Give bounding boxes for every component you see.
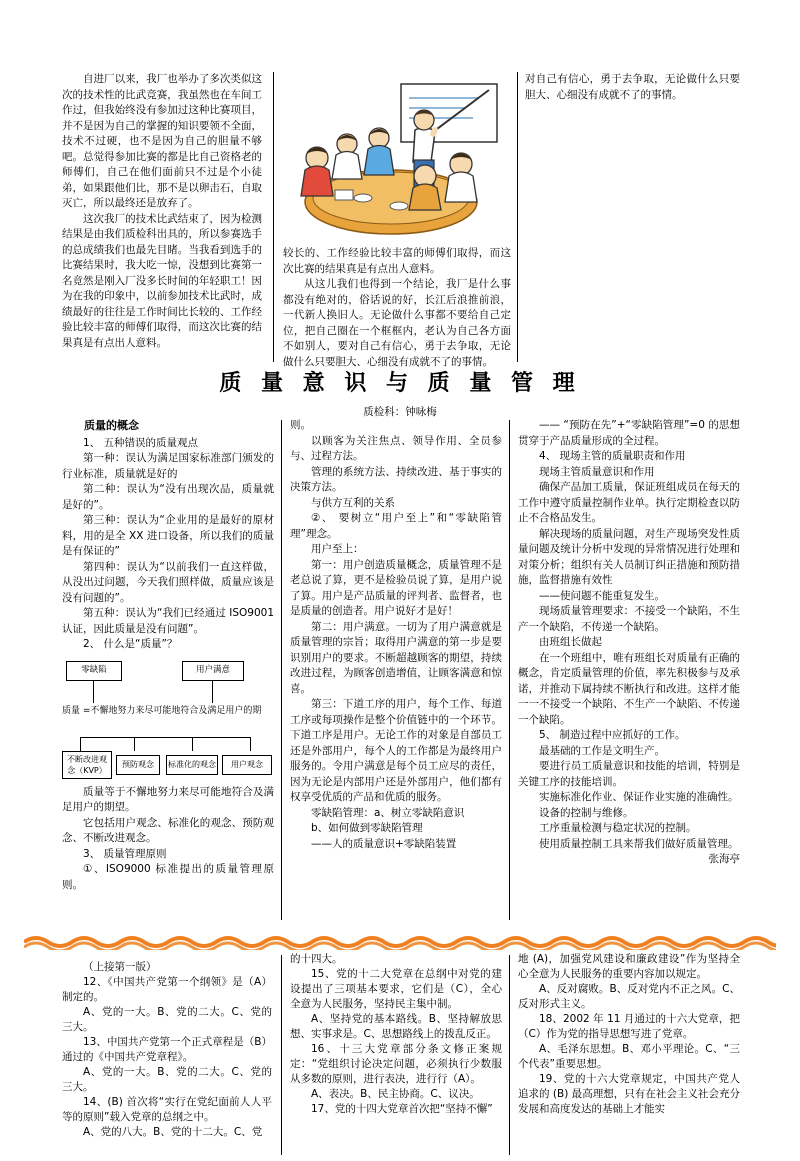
continued-note: （上接第一版） <box>83 961 157 973</box>
paragraph: A、党的一大。B、党的二大。C、党的三大。 <box>62 1066 272 1093</box>
paragraph: 第一：用户创造质量概念，质量管理不是老总说了算，更不是检验员说了算，是用户说了算。用户是产品质量的评判者、监督者，也是质量的创造者。用户说好才是好！ <box>290 558 502 617</box>
top-left-column <box>62 72 262 351</box>
column-divider <box>273 72 274 362</box>
paragraph: 5、 制造过程中应抓好的工作。 <box>539 729 686 741</box>
diagram-box-user-concept: 用户观念 <box>222 755 272 775</box>
section-heading: 质量的概念 <box>84 419 139 432</box>
paragraph: 3、 质量管理原则 <box>83 847 167 860</box>
paragraph: 2、 什么是“质量”？ <box>83 638 178 650</box>
paragraph: 确保产品加工质量，保证班组成员在每天的工作中遵守质量控制作业单。执行定期检查以防止不合格品发生。 <box>518 481 740 524</box>
paragraph: 4、 现场主管的质量职责和作用 <box>539 450 686 462</box>
connector-line <box>93 681 94 703</box>
column-divider <box>509 955 510 1155</box>
paragraph: 第二：用户满意。一切为了用户满意就是质量管理的宗旨；取得用户满意的第一步是要识别用户的要求。不断超越顾客的期望，持续改进过程，为顾客创造增值，让顾客满意和惊喜。 <box>290 620 502 695</box>
paragraph: 自进厂以来，我厂也举办了多次类似这次的技术性的比武竞赛，我虽然也在车间工作过，但我始终没有参加过这种比赛项目，并不是因为自己的掌握的知识要领不全面，技术不过硬，也不是因为自己的胆量不够吧。总觉得参加比赛的都是比自己资格老的师傅们，自己在他们面前只不过是个小徒弟，如果跟他们比，那不是以卵击石，自取灭亡，所以最终还是放弃了。 <box>62 73 262 209</box>
paragraph: 1、 五种错误的质量观点 <box>83 436 199 449</box>
byline: 质检科：钟咏梅 <box>363 406 437 418</box>
connector-line <box>80 737 81 751</box>
top-middle-column <box>283 72 511 370</box>
paragraph: ①、ISO9000 标准提出的质量管理原则。 <box>62 863 274 891</box>
paragraph: ②、 要树立“用户至上”和“零缺陷管理”理念。 <box>290 512 502 540</box>
paragraph: 实施标准化作业、保证作业实施的准确性。 <box>539 791 739 803</box>
column-divider <box>517 72 518 362</box>
paragraph: 在一个班组中，唯有班组长对质量有正确的概念，肯定质量管理的价值，率先积极参与及承诺，并推动下属持续不断执行和改进。这样才能一一不接受一个缺陷、不生产一个缺陷、不传递一个缺陷。 <box>518 651 740 726</box>
meeting-illustration <box>283 72 511 240</box>
paragraph: 12、《中国共产党第一个纲领》是（A）制定的。 <box>62 976 272 1003</box>
paragraph: 对自己有信心，勇于去争取，无论做什么只要胆大、心细没有成就不了的事情。 <box>525 73 740 101</box>
paragraph: A、党的八大。B、党的十二大。C、党 <box>83 1126 263 1138</box>
main-middle-column <box>290 418 502 852</box>
paragraph: 17、党的十四大党章首次把“坚持不懈” <box>311 1103 493 1115</box>
paragraph: 18、2002 年 11 月通过的十六大党章，把（C）作为党的指导思想写进了党章。 <box>518 1013 740 1040</box>
paragraph: 第五种：误认为“我们已经通过 ISO9001 认证，因此质量是没有问题”。 <box>62 607 274 635</box>
paragraph: 14、(B) 首次将“实行在党纪面前人人平等的原则”载入党章的总纲之中。 <box>62 1096 272 1123</box>
diagram-box-prevention: 预防观念 <box>116 755 160 775</box>
main-left-column <box>62 418 274 891</box>
top-middle-text <box>283 246 511 370</box>
connector-line <box>192 737 193 751</box>
paragraph: 要进行员工质量意识和技能的培训，特别是关键工序的技能培训。 <box>518 760 740 788</box>
paragraph: 以顾客为关注焦点、领导作用、全员参与、过程方法。 <box>290 434 502 462</box>
paragraph: 最基础的工作是文明生产。 <box>539 744 665 757</box>
paragraph: 地 (A)，加强党风建设和廉政建设”作为坚持全心全意为人民服务的重要内容加以规定。 <box>518 953 740 980</box>
connector-line <box>80 737 250 738</box>
diagram-box-user-satisfaction: 用户满意 <box>182 661 244 681</box>
paragraph: A、反对腐败。B、反对党内不正之风。C、反对形式主义。 <box>518 983 740 1010</box>
paragraph: 现场主管质量意识和作用 <box>539 465 655 478</box>
top-right-column <box>525 72 740 103</box>
paragraph: 管理的系统方法、持续改进、基于事实的决策方法。 <box>290 465 502 493</box>
connector-line <box>134 737 135 751</box>
paragraph: 则。 <box>290 419 311 431</box>
bottom-middle-column <box>290 952 502 1117</box>
paragraph: A、坚持党的基本路线。B、坚持解放思想、实事求是。C、思想路线上的拨乱反正。 <box>290 1013 502 1040</box>
bottom-right-column <box>518 952 740 1117</box>
paragraph: 质量等于不懈地努力来尽可能地符合及满足用户的期望。 <box>62 785 274 813</box>
paragraph: 16、十三大党章部分条文修正案规定：“党组织讨论决定问题，必须执行少数服从多数的原则，进行表决，进行行（A）。 <box>290 1043 502 1085</box>
paragraph: 工序重量检测与稳定状况的控制。 <box>539 822 697 834</box>
diagram-box-zero-defect: 零缺陷 <box>66 661 122 681</box>
diagram-caption: 质量 =不懈地努力来尽可能地符合及满足用户的期 <box>62 705 262 716</box>
paragraph: 13、中国共产党第一个正式章程是（B）通过的《中国共产党章程》。 <box>62 1036 272 1063</box>
paragraph: 的十四大。 <box>290 953 343 965</box>
paragraph: A、表决。B、民主协商。C、议决。 <box>311 1088 480 1100</box>
paragraph: 第四种：误认为“以前我们一直这样做，从没出过问题，今天我们照样做，质量应该是没有问题的”。 <box>62 560 274 604</box>
paragraph: 第三种：误认为“企业用的是最好的原材料，用的是全 XX 进口设备，所以我们的质量是有保证的” <box>62 514 274 557</box>
paragraph: 解决现场的质量问题，对生产现场突发性质量问题及统计分析中发现的异常情况进行处理和对策分析；组织有关人员制订纠正措施和预防措施，监督措施有效性 <box>518 527 740 586</box>
bottom-left-column <box>62 960 272 1140</box>
paragraph: b、如何做到零缺陷管理 <box>311 822 423 834</box>
paragraph: 15、党的十二大党章在总纲中对党的建设提出了三项基本要求，它们是（C），全心全意为人民服务，坚持民主集中制。 <box>290 968 502 1010</box>
paragraph: 它包括用户观念、标准化的观念、预防观念、不断改进观念。 <box>62 816 274 844</box>
paragraph: 现场质量管理要求：不接受一个缺陷，不生产一个缺陷，不传递一个缺陷。 <box>518 605 740 633</box>
paragraph: A、毛泽东思想。B、邓小平理论。C、“三个代表”重要思想。 <box>518 1043 740 1070</box>
column-divider <box>509 420 510 920</box>
connector-line <box>212 681 213 703</box>
page-title: 质 量 意 识 与 质 量 管 理 <box>219 370 581 396</box>
paragraph: 用户至上： <box>311 543 364 555</box>
paragraph: 第三：下道工序的用户，每个工作、每道工序或每项操作是整个价值链中的一个环节。下道工序是用户。无论工作的对象是自部员工还是外部用户，每个人的工作都是为最终用户服务的。令用户满意是每个员工应尽的责任，因为无论是内部用户还是外部用户，他们都有权享受优质的产品和优质的服务。 <box>290 698 502 803</box>
paragraph: ——人的质量意识+零缺陷装置 <box>311 837 457 850</box>
paragraph: 零缺陷管理：a、树立零缺陷意识 <box>311 806 465 819</box>
paragraph: 较长的、工作经验比较丰富的师傅们取得，而这次比赛的结果真是有点出人意料。 <box>283 247 511 275</box>
paragraph: 与供方互利的关系 <box>311 496 395 509</box>
author-signature: 张海亭 <box>708 853 740 865</box>
paragraph: 第一种：误认为满足国家标准部门颁发的行业标准，质量就是好的 <box>62 452 274 480</box>
paragraph: 设备的控制与维修。 <box>539 806 634 819</box>
quality-concept-diagram <box>62 657 274 891</box>
paragraph: —— “预防在先”+“零缺陷管理”=0 的思想贯穿于产品质量形成的全过程。 <box>518 419 740 447</box>
paragraph: ——使问题不能重复发生。 <box>539 589 665 602</box>
column-divider <box>281 955 282 1155</box>
diagram-box-standardization: 标准化的观念 <box>166 755 218 775</box>
decorative-wave-divider <box>24 934 776 950</box>
paragraph: 这次我厂的技术比武结束了，因为检测结果是由我们质检科出具的，所以参赛选手的总成绩我们也最先目睹。当我看到选手的比赛结果时，我大吃一惊，没想到比赛第一名竟然是刚入厂没多长时间的年轻职工！因为在我的印象中，以前参加技术比武时，成绩最好的往往是工作时间比长较的、工作经验比较丰富的师傅们取得，而这次比赛的结果真是有点出人意料。 <box>62 212 262 349</box>
main-right-column <box>518 418 740 868</box>
paragraph: A、党的一大。B、党的二大。C、党的三大。 <box>62 1006 272 1033</box>
paragraph: 从这儿我们也得到一个结论，我厂是什么事都没有绝对的，俗话说的好，长江后浪推前浪，一代新人换旧人。无论做什么事都不要给自己定位，把自己圈在一个框框内，老认为自己各方面不如别人，要对自己有信心，勇于去争取，无论做什么只要胆大、心细没有成就不了的事情。 <box>283 278 511 368</box>
paragraph: 使用质量控制工具来帮我们做好质量管理。 <box>539 837 739 850</box>
paragraph: 由班组长做起 <box>539 636 602 648</box>
column-divider <box>281 420 282 920</box>
connector-line <box>250 737 251 751</box>
paragraph: 19、党的十六大党章规定，中国共产党人追求的 (B) 最高理想，只有在社会主义社会充分发展和高度发达的基础上才能实 <box>518 1073 740 1115</box>
diagram-box-kvp: 不断改进观念（KVP） <box>62 751 112 779</box>
paragraph: 第二种：误认为“没有出现次品，质量就是好的”。 <box>62 483 274 511</box>
